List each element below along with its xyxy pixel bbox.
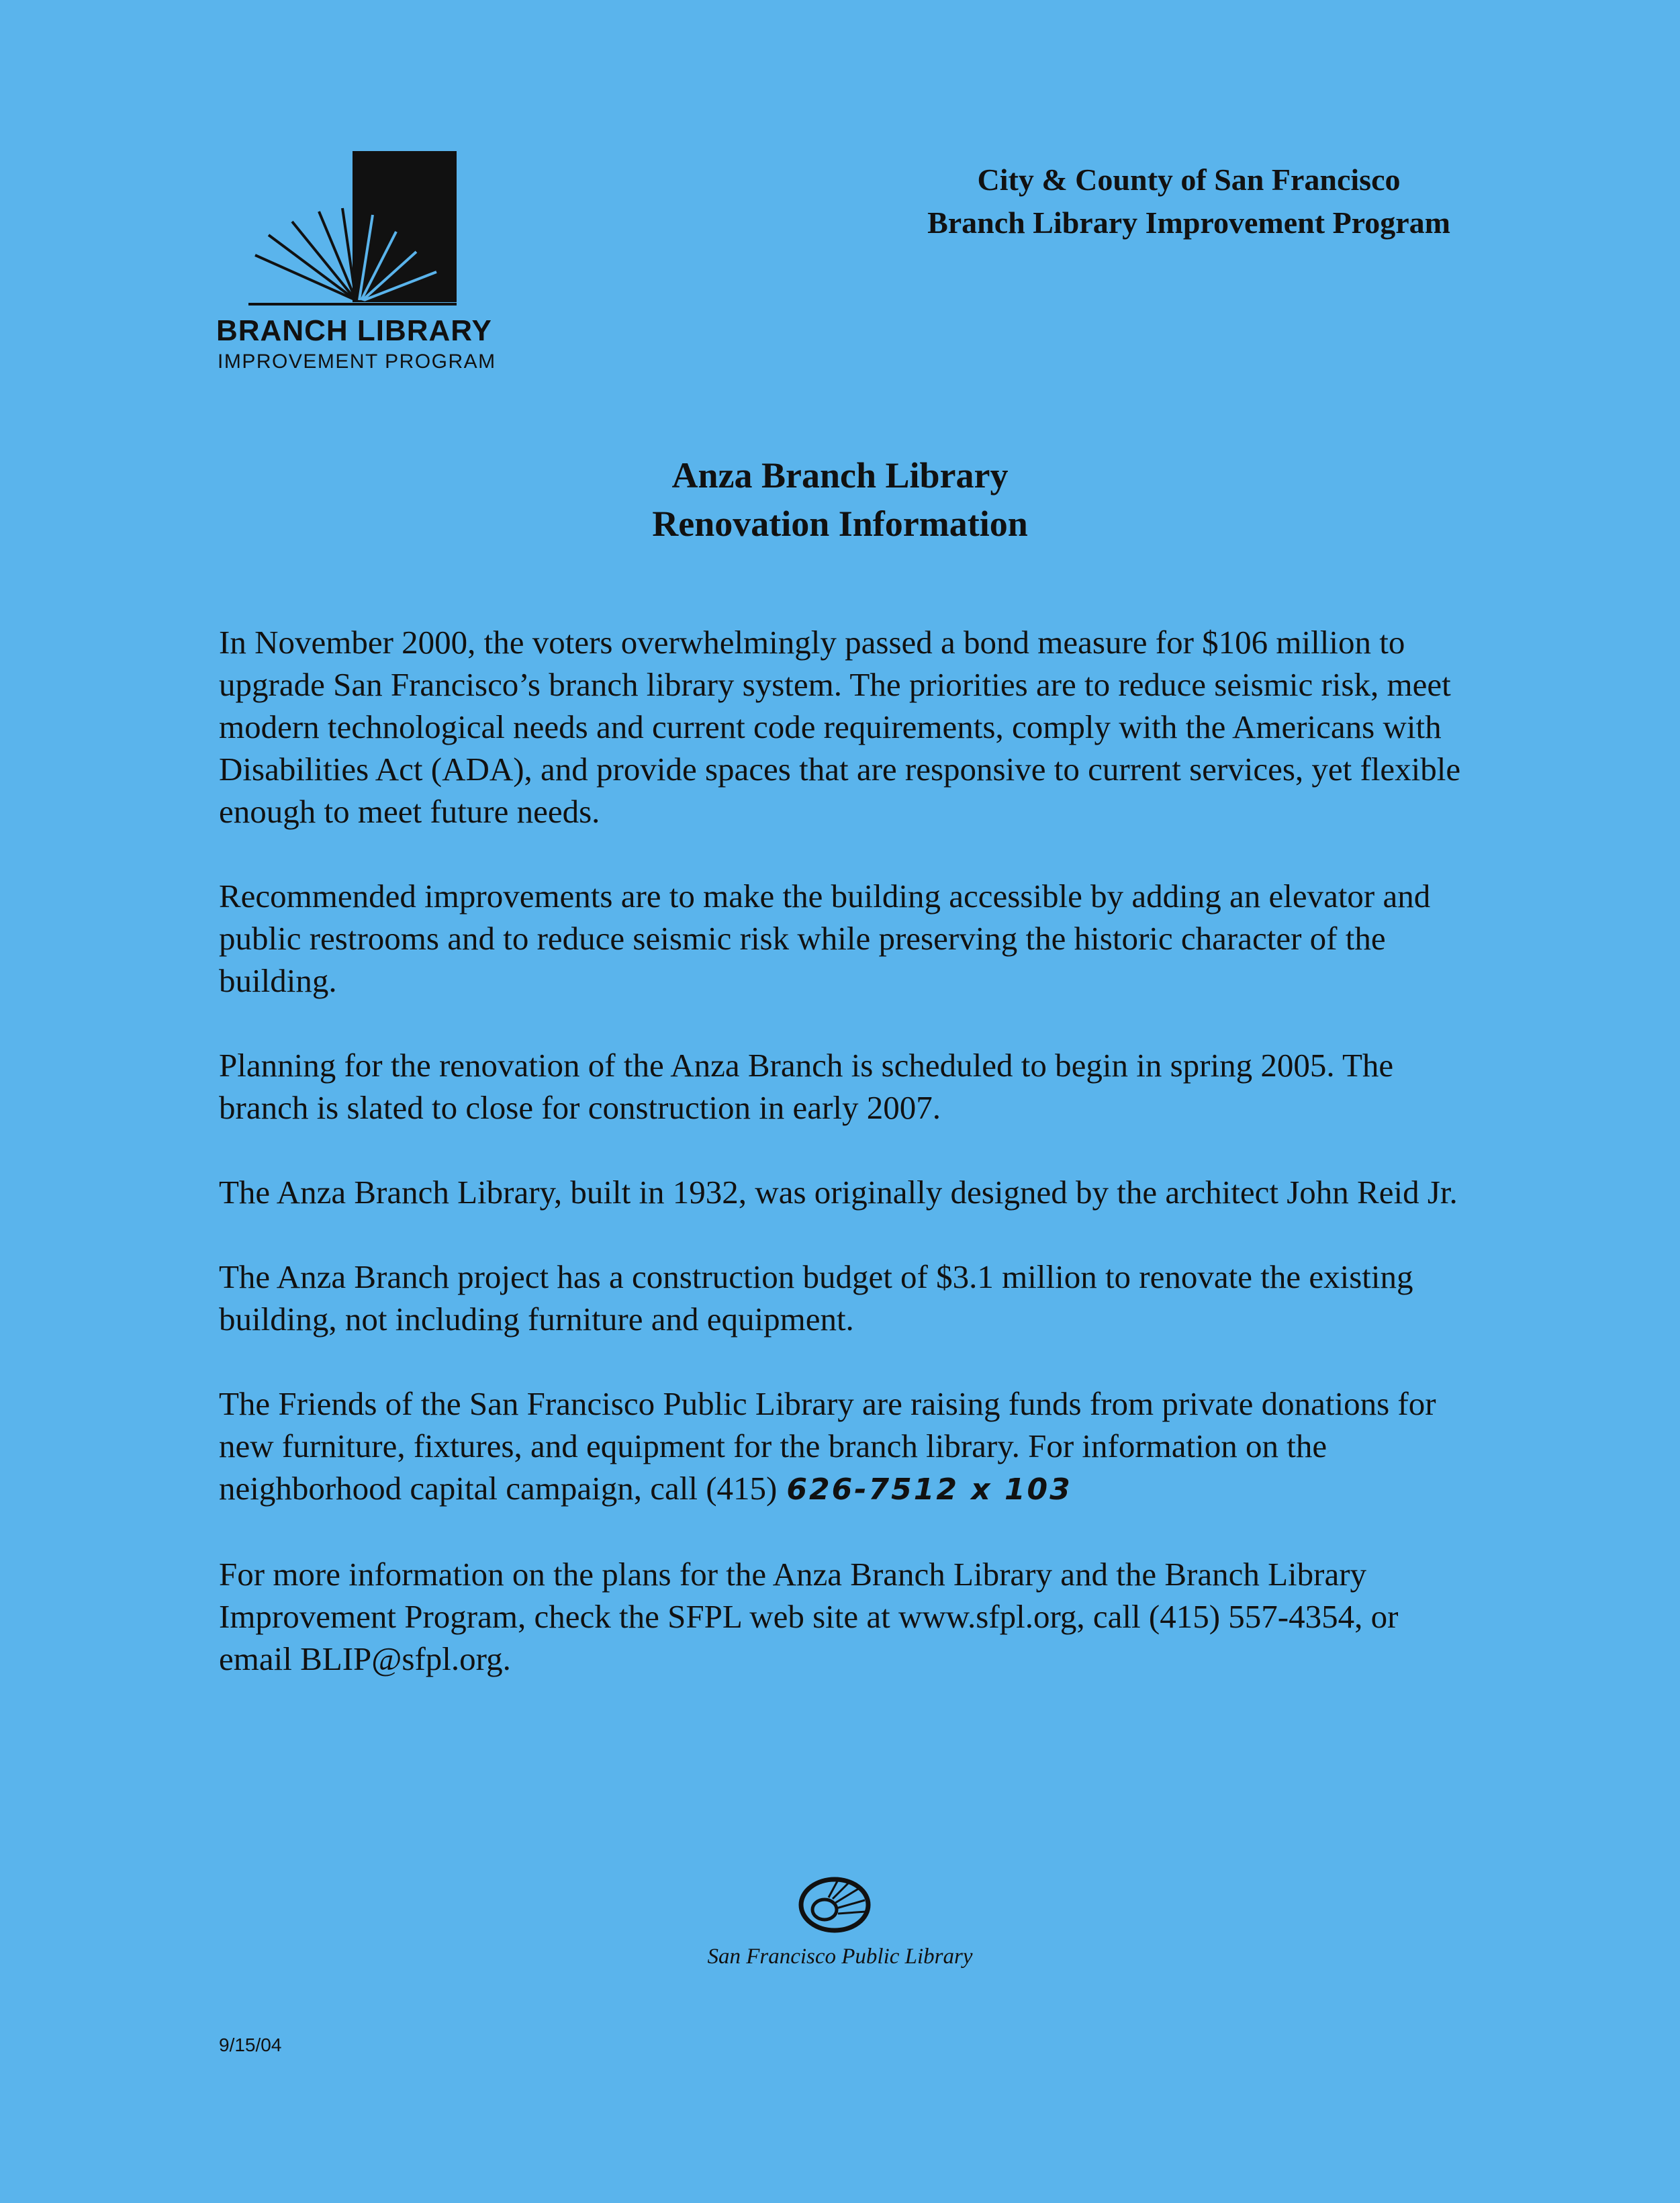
document-date: 9/15/04 xyxy=(219,2034,282,2055)
paragraph-friends xyxy=(219,1382,1468,1511)
paragraph-more-info: For more information on the plans for the Anza Branch Library and the Branch Library Improvement Program, check the SFPL web site at www.sfpl.org, call (415) 557-4354, or email BLIP@sfpl.org. xyxy=(219,1556,1399,1677)
document-body xyxy=(219,621,1468,1722)
logo-subtitle: IMPROVEMENT PROGRAM xyxy=(218,350,496,373)
shell-logo-icon xyxy=(798,1875,872,1935)
org-line-1: City & County of San Francisco xyxy=(977,162,1401,197)
paragraph-budget: The Anza Branch project has a construction budget of $3.1 million to renovate the existing building, not including furniture and equipment. xyxy=(219,1258,1413,1338)
paragraph-history: The Anza Branch Library, built in 1932, was originally designed by the architect John Reid Jr. xyxy=(219,1174,1458,1211)
org-line-2: Branch Library Improvement Program xyxy=(927,205,1450,240)
handwritten-phone: 626-7512 x 103 xyxy=(786,1472,1072,1507)
organization-header xyxy=(927,158,1450,244)
paragraph-improvements: Recommended improvements are to make the building accessible by adding an elevator and public restrooms and to reduce seismic risk while preserving the historic character of the building. xyxy=(219,878,1431,999)
library-name: San Francisco Public Library xyxy=(707,1944,973,1969)
title-line-1: Anza Branch Library xyxy=(671,455,1009,496)
document-title xyxy=(0,451,1680,548)
friends-text: The Friends of the San Francisco Public Library are raising funds from private donations for new furniture, fixtures, and equipment for the branch library. For information on the neighborhood capital campaign, call (415) xyxy=(219,1385,1436,1507)
title-line-2: Renovation Information xyxy=(652,504,1028,544)
paragraph-planning: Planning for the renovation of the Anza Branch is scheduled to begin in spring 2005. The branch is slated to close for construction in early 2007. xyxy=(219,1047,1394,1126)
logo-title: BRANCH LIBRARY xyxy=(216,314,492,347)
paragraph-bond-measure: In November 2000, the voters overwhelmingly passed a bond measure for $106 million to upgrade San Francisco’s branch library system. The priorities are to reduce seismic risk, meet modern technological needs and current code requirements, comply with the Americans with Disabilities Act (ADA), and provide spaces that are responsive to current services, yet flexible enough to meet future needs. xyxy=(219,624,1461,830)
book-rays-logo-icon xyxy=(242,151,463,309)
